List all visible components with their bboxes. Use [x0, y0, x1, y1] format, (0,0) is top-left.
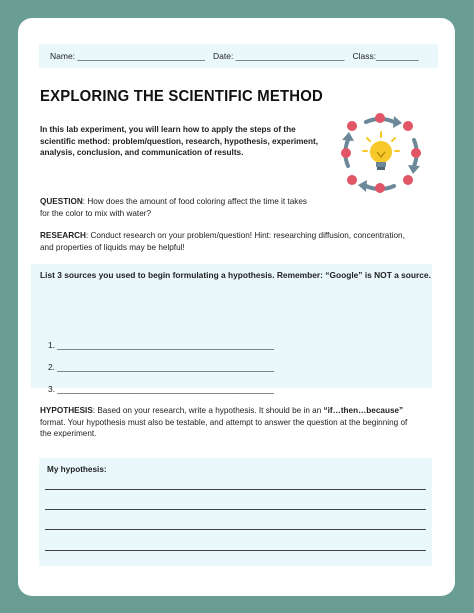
- question-label: QUESTION: [40, 197, 83, 206]
- hypothesis-line[interactable]: [45, 550, 426, 551]
- page-title: EXPLORING THE SCIENTIFIC METHOD: [40, 88, 323, 105]
- lightbulb-icon: [363, 132, 399, 170]
- worksheet-page: [18, 18, 455, 596]
- question-paragraph: [40, 196, 315, 219]
- hypothesis-text-1: : Based on your research, write a hypothesis. It should be in an: [92, 406, 324, 415]
- hypothesis-text-2: format. Your hypothesis must also be testable, and attempt to answer the question at the beginning of the experiment.: [40, 417, 408, 438]
- hypothesis-line[interactable]: [45, 489, 426, 490]
- intro-text: In this lab experiment, you will learn how to apply the steps of the scientific method: problem/question, research, hypothesis, experiment, analysis, conclusion, and communication of results.: [40, 125, 318, 157]
- class-field[interactable]: Class:_________: [352, 51, 419, 61]
- name-field[interactable]: Name: ___________________________: [50, 51, 206, 61]
- hypothesis-format: “if…then…because”: [323, 406, 404, 415]
- question-text: : How does the amount of food coloring affect the time it takes for the color to mix with water?: [40, 197, 307, 218]
- hypothesis-label: HYPOTHESIS: [40, 406, 93, 415]
- source-line-3[interactable]: 3. _______________________________________________: [48, 384, 275, 394]
- source-line-1[interactable]: 1. _______________________________________________: [48, 340, 275, 350]
- research-text: : Conduct research on your problem/question! Hint: researching diffusion, concentration, and properties of liquids may be helpful!: [40, 231, 405, 252]
- hypothesis-line[interactable]: [45, 509, 426, 510]
- hypothesis-line[interactable]: [45, 529, 426, 530]
- my-hypothesis-label: My hypothesis:: [47, 465, 107, 474]
- sources-heading: List 3 sources you used to begin formulating a hypothesis. Remember: “Google” is NOT a source.: [40, 270, 431, 280]
- source-line-2[interactable]: 2. _______________________________________________: [48, 362, 275, 372]
- lightbulb-cycle-icon: [336, 108, 426, 198]
- research-paragraph: [40, 230, 410, 253]
- hypothesis-paragraph: [40, 405, 420, 440]
- research-label: RESEARCH: [40, 231, 86, 240]
- date-field[interactable]: Date: _______________________: [213, 51, 345, 61]
- student-info-bar: [39, 44, 438, 68]
